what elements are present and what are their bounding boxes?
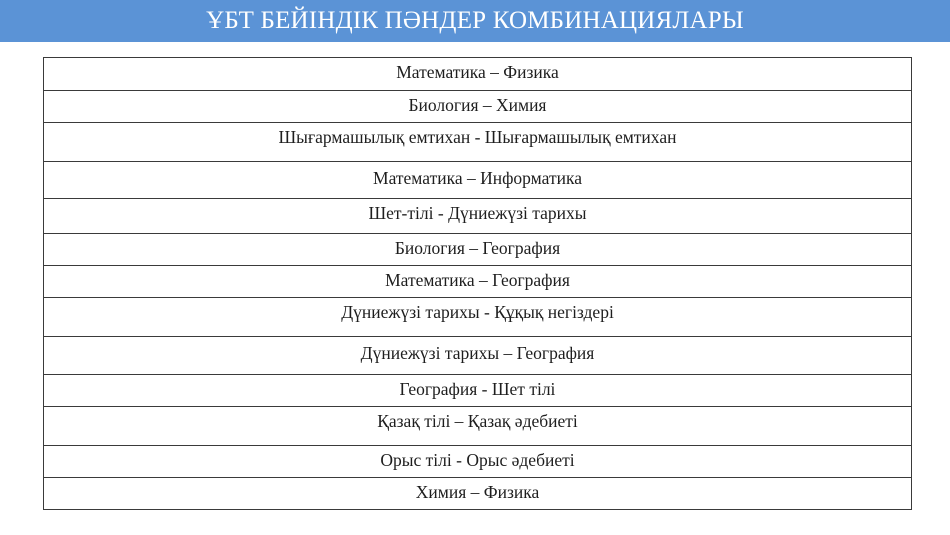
combination-cell: Қазақ тілі – Қазақ әдебиеті: [44, 407, 912, 446]
combination-cell: Биология – Химия: [44, 91, 912, 123]
combination-cell: Математика – Информатика: [44, 162, 912, 199]
table-row: [44, 123, 912, 162]
combination-cell: Орыс тілі - Орыс әдебиеті: [44, 446, 912, 478]
table-row: [44, 407, 912, 446]
table-row: [44, 234, 912, 266]
combination-cell: Шет-тілі - Дүниежүзі тарихы: [44, 199, 912, 234]
table-row: [44, 446, 912, 478]
combination-cell: Биология – География: [44, 234, 912, 266]
table-row: [44, 337, 912, 375]
table-row: [44, 266, 912, 298]
table-row: [44, 162, 912, 199]
table-row: [44, 58, 912, 91]
combination-cell: Математика – География: [44, 266, 912, 298]
combination-cell: Дүниежүзі тарихы - Құқық негіздері: [44, 298, 912, 337]
table-row: [44, 91, 912, 123]
page-title: ҰБТ БЕЙІНДІК ПӘНДЕР КОМБИНАЦИЯЛАРЫ: [206, 7, 744, 34]
table-row: [44, 298, 912, 337]
combinations-table: [43, 57, 912, 510]
combination-cell: География - Шет тілі: [44, 375, 912, 407]
table-row: [44, 375, 912, 407]
combination-cell: Математика – Физика: [44, 58, 912, 91]
table-row: [44, 478, 912, 510]
combination-cell: Дүниежүзі тарихы – География: [44, 337, 912, 375]
table-row: [44, 199, 912, 234]
combination-cell: Шығармашылық емтихан - Шығармашылық емтихан: [44, 123, 912, 162]
page-title-bar: [0, 0, 950, 42]
combination-cell: Химия – Физика: [44, 478, 912, 510]
